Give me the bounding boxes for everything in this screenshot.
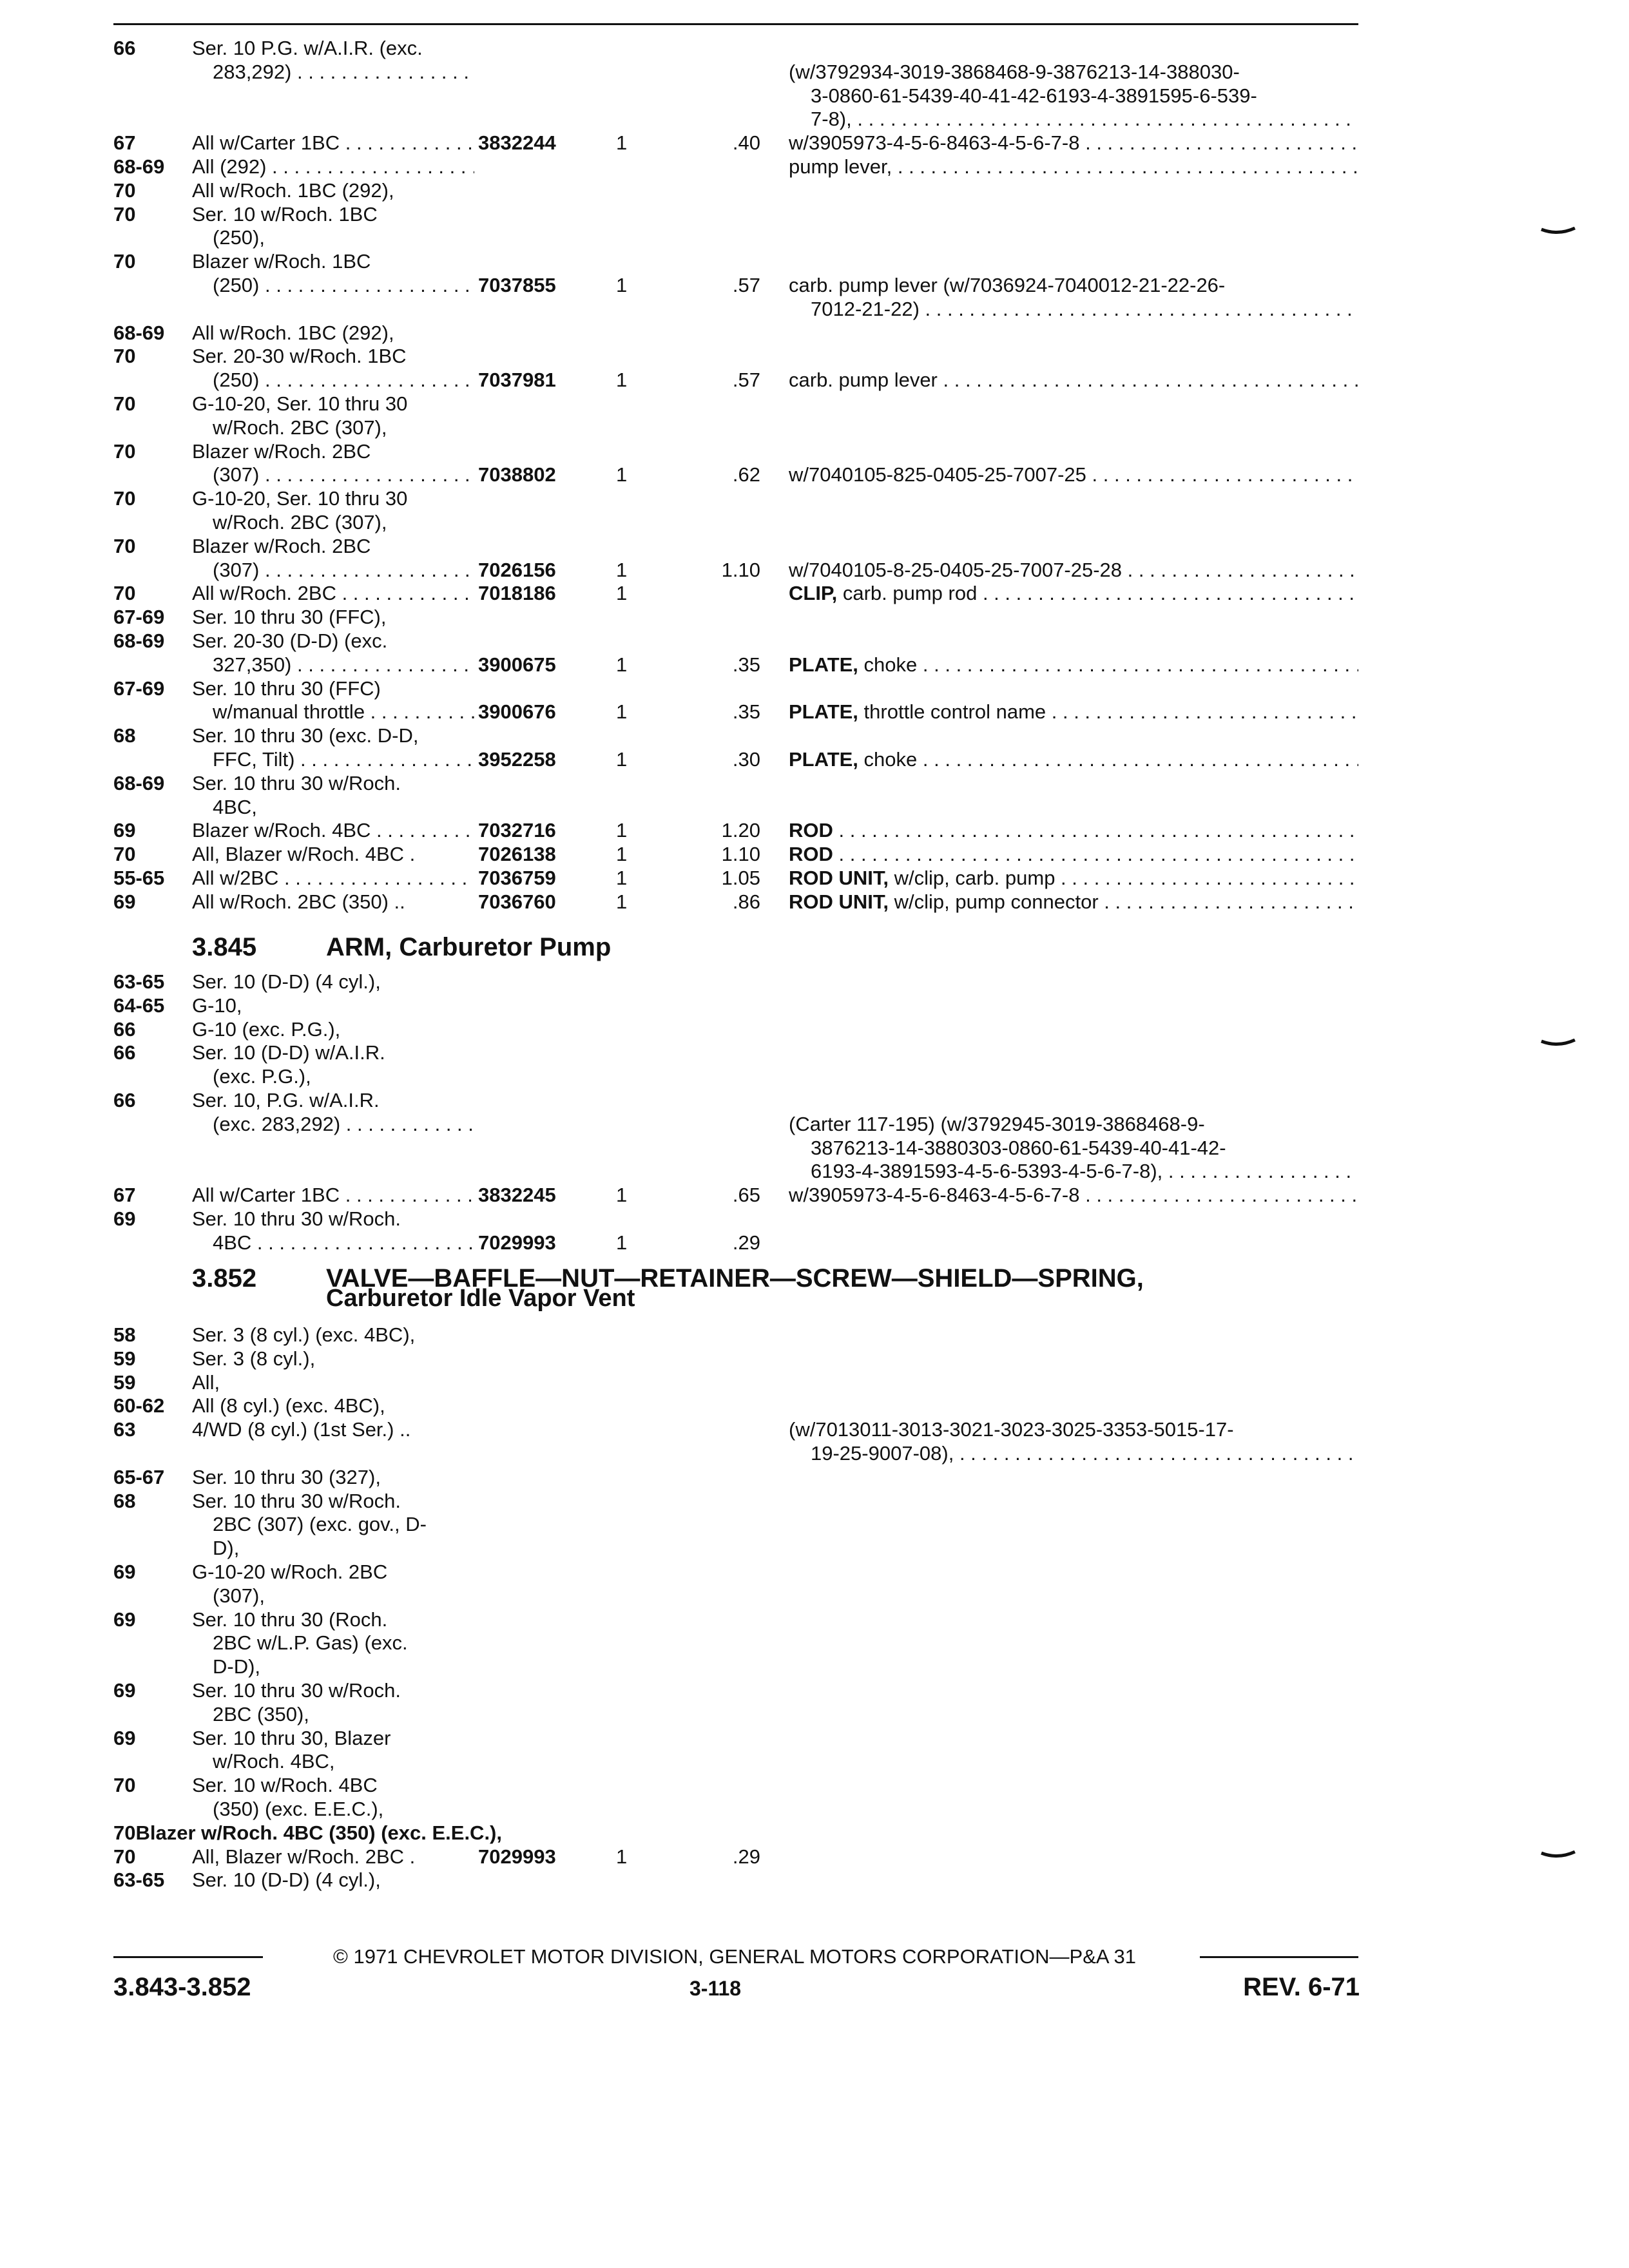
application-description: 283,292) . . . bbox=[213, 60, 474, 84]
model-years: 68-69 bbox=[113, 321, 165, 344]
price: .29 bbox=[732, 1845, 760, 1868]
price: .30 bbox=[732, 748, 760, 771]
application-description: w/Roch. 4BC, bbox=[213, 1750, 335, 1773]
part-detail: choke bbox=[858, 748, 918, 771]
part-detail: 19-25-9007-08), bbox=[811, 1442, 954, 1465]
application-description: 2BC w/L.P. Gas) (exc. bbox=[213, 1631, 408, 1655]
application-description: All, Blazer w/Roch. 4BC . bbox=[192, 843, 416, 866]
part-detail: carb. pump rod bbox=[837, 582, 978, 605]
model-years: 59 bbox=[113, 1370, 136, 1394]
part-description bbox=[789, 368, 1358, 392]
part-description bbox=[789, 747, 1358, 771]
model-years: 63 bbox=[113, 1418, 136, 1441]
table-row bbox=[0, 842, 1629, 866]
part-detail: pump lever, bbox=[789, 155, 892, 178]
footer-rule-right bbox=[1200, 1956, 1358, 1958]
application-description: Ser. 10 w/Roch. 4BC bbox=[192, 1774, 378, 1797]
table-row bbox=[0, 439, 1629, 463]
table-row bbox=[0, 605, 1629, 629]
table-row bbox=[0, 510, 1629, 534]
part-detail: w/3905973-4-5-6-8463-4-5-6-7-8 bbox=[789, 131, 1080, 155]
part-number: 3900676 bbox=[478, 700, 556, 724]
part-detail: w/clip, pump connector bbox=[889, 890, 1099, 913]
table-row bbox=[0, 107, 1629, 131]
table-row bbox=[0, 747, 1629, 771]
application-description: Ser. 10 w/Roch. 1BC bbox=[192, 202, 378, 226]
model-years: 69 bbox=[113, 1207, 136, 1230]
part-description bbox=[789, 1112, 1358, 1136]
application-description: Ser. 10 thru 30 (FFC), bbox=[192, 606, 387, 629]
table-row bbox=[0, 1207, 1629, 1231]
section-number: 3.852 bbox=[192, 1264, 257, 1293]
part-detail: carb. pump lever (w/7036924-7040012-21-22-26- bbox=[789, 274, 1226, 296]
part-description bbox=[789, 581, 1358, 605]
application-description: All w/Roch. 1BC (292), bbox=[192, 321, 394, 344]
part-detail: carb. pump lever bbox=[789, 369, 938, 392]
application-description: Ser. 10 thru 30 (Roch. bbox=[192, 1608, 388, 1631]
part-description bbox=[789, 818, 1358, 842]
application-description: Ser. 10 (D-D) (4 cyl.), bbox=[192, 970, 381, 993]
application-description: All w/2BC . . . bbox=[192, 866, 474, 890]
part-detail: w/7040105-825-0405-25-7007-25 bbox=[789, 463, 1086, 486]
table-row bbox=[0, 1797, 1629, 1821]
application-description: Ser. 10 thru 30 w/Roch. bbox=[192, 1207, 401, 1230]
footer-rule-left bbox=[113, 1956, 263, 1958]
application-description: Blazer w/Roch. 2BC bbox=[192, 534, 371, 557]
table-row bbox=[0, 1159, 1629, 1183]
price: .57 bbox=[732, 274, 760, 296]
quantity: 1 bbox=[616, 369, 628, 392]
application-description: (307) . . . bbox=[213, 558, 474, 582]
application-description: G-10, bbox=[192, 994, 242, 1017]
application-description: Ser. 10 thru 30 w/Roch. bbox=[192, 771, 401, 794]
quantity: 1 bbox=[616, 867, 628, 889]
application-description: All w/Roch. 2BC (350) .. bbox=[192, 890, 405, 913]
part-detail: 6193-4-3891593-4-5-6-5393-4-5-6-7-8), bbox=[811, 1160, 1163, 1183]
table-row bbox=[0, 202, 1629, 226]
table-row bbox=[0, 1536, 1629, 1560]
part-detail: choke bbox=[858, 653, 918, 676]
model-years: 67-69 bbox=[113, 677, 165, 700]
price: .65 bbox=[732, 1184, 760, 1207]
application-description: w/Roch. 2BC (307), bbox=[213, 416, 387, 439]
quantity: 1 bbox=[616, 843, 628, 866]
application-description: (exc. 283,292) . . . bbox=[213, 1112, 474, 1136]
application-description: Ser. 10, P.G. w/A.I.R. bbox=[192, 1089, 380, 1111]
table-row bbox=[0, 771, 1629, 795]
price: .86 bbox=[732, 890, 760, 913]
application-description: Ser. 10 thru 30 (exc. D-D, bbox=[192, 724, 419, 747]
model-years: 70 bbox=[113, 345, 136, 368]
model-years: 63-65 bbox=[113, 970, 165, 993]
table-row bbox=[0, 226, 1629, 249]
table-row bbox=[0, 1347, 1629, 1370]
model-years: 68 bbox=[113, 1489, 136, 1512]
part-number: 7037855 bbox=[478, 274, 556, 296]
application-description: Ser. 10 (D-D) (4 cyl.), bbox=[192, 1869, 381, 1892]
application-description: G-10-20, Ser. 10 thru 30 bbox=[192, 487, 408, 510]
section-title: ARM, Carburetor Pump bbox=[326, 933, 612, 961]
price: .40 bbox=[732, 131, 760, 155]
application-description: (350) (exc. E.E.C.), bbox=[213, 1798, 384, 1820]
table-row bbox=[0, 629, 1629, 653]
application-description: All w/Roch. 1BC (292), bbox=[192, 178, 394, 202]
model-years: 66 bbox=[113, 1017, 136, 1041]
table-row bbox=[0, 1418, 1629, 1441]
part-description bbox=[811, 297, 1358, 321]
table-row bbox=[0, 1465, 1629, 1489]
application-description: All (292) . . . bbox=[192, 155, 474, 178]
table-row bbox=[0, 1726, 1629, 1750]
section-title: VALVE—BAFFLE—NUT—RETAINER—SCREW—SHIELD—SPRING, bbox=[326, 1264, 1144, 1293]
application-description: (250) . . . bbox=[213, 273, 474, 297]
model-years: 67 bbox=[113, 1184, 136, 1207]
model-years: 55-65 bbox=[113, 867, 165, 889]
application-description: Ser. 10 thru 30, Blazer bbox=[192, 1726, 391, 1749]
application-description: Blazer w/Roch. 4BC . . . bbox=[192, 818, 474, 842]
price: .57 bbox=[732, 369, 760, 392]
table-row bbox=[0, 1112, 1629, 1136]
application-description: Blazer w/Roch. 2BC bbox=[192, 439, 371, 463]
price: .29 bbox=[732, 1231, 760, 1254]
application-description: All (8 cyl.) (exc. 4BC), bbox=[192, 1394, 385, 1418]
model-years: 70 bbox=[113, 202, 136, 226]
application-description: Ser. 10 P.G. w/A.I.R. (exc. bbox=[192, 37, 423, 59]
part-name: PLATE, bbox=[789, 653, 858, 676]
table-row bbox=[0, 1821, 1629, 1845]
model-years: 68-69 bbox=[113, 771, 165, 794]
application-description: D-D), bbox=[213, 1655, 261, 1678]
part-description bbox=[789, 155, 1358, 178]
model-years: 70 bbox=[113, 392, 136, 415]
part-detail: 7-8), bbox=[811, 108, 852, 131]
model-years: 59 bbox=[113, 1347, 136, 1370]
application-description: (307), bbox=[213, 1584, 265, 1607]
model-years: 70 bbox=[113, 534, 136, 557]
table-row bbox=[0, 463, 1629, 486]
part-number: 7026156 bbox=[478, 558, 556, 581]
application-description: (250), bbox=[213, 226, 265, 249]
part-number: 7038802 bbox=[478, 463, 556, 486]
table-row bbox=[0, 36, 1629, 60]
part-description bbox=[811, 1159, 1358, 1183]
price: 1.20 bbox=[721, 819, 760, 842]
part-number: 3832245 bbox=[478, 1184, 556, 1207]
quantity: 1 bbox=[616, 131, 628, 155]
table-row bbox=[0, 1560, 1629, 1584]
model-years: 69 bbox=[113, 819, 136, 842]
table-row bbox=[0, 344, 1629, 368]
model-years: 65-67 bbox=[113, 1465, 165, 1488]
footer-section-range: 3.843-3.852 bbox=[113, 1973, 251, 2001]
application-description: All, Blazer w/Roch. 2BC . bbox=[192, 1845, 416, 1868]
section-subtitle: Carburetor Idle Vapor Vent bbox=[326, 1285, 635, 1312]
table-row bbox=[0, 890, 1629, 914]
model-years: 69 bbox=[113, 1561, 136, 1583]
quantity: 1 bbox=[616, 582, 628, 605]
quantity: 1 bbox=[616, 890, 628, 913]
application-description: w/Roch. 2BC (307), bbox=[213, 511, 387, 533]
application-description: Ser. 3 (8 cyl.) (exc. 4BC), bbox=[192, 1323, 416, 1346]
table-row bbox=[0, 653, 1629, 677]
table-row bbox=[0, 1678, 1629, 1702]
part-detail: (w/7013011-3013-3021-3023-3025-3353-5015-17- bbox=[789, 1418, 1234, 1441]
model-years: 67 bbox=[113, 131, 136, 155]
part-name: ROD UNIT, bbox=[789, 867, 889, 889]
table-row bbox=[0, 970, 1629, 994]
model-years: 68-69 bbox=[113, 629, 165, 652]
part-description bbox=[789, 273, 1358, 297]
application-description: (307) . . . bbox=[213, 463, 474, 486]
part-detail: 7012-21-22) bbox=[811, 297, 920, 320]
model-years: 68 bbox=[113, 724, 136, 747]
table-row bbox=[0, 534, 1629, 558]
application-description: All, bbox=[192, 1370, 220, 1394]
part-description bbox=[811, 1441, 1358, 1465]
application-description: Ser. 20-30 (D-D) (exc. bbox=[192, 629, 388, 652]
part-number: 7032716 bbox=[478, 819, 556, 842]
model-years: 67-69 bbox=[113, 606, 165, 629]
part-name: ROD bbox=[789, 819, 833, 842]
price: .35 bbox=[732, 700, 760, 724]
part-description bbox=[789, 463, 1358, 486]
part-number: 7029993 bbox=[478, 1231, 556, 1254]
part-number: 7036760 bbox=[478, 890, 556, 913]
table-row bbox=[0, 131, 1629, 155]
application-description: Ser. 20-30 w/Roch. 1BC bbox=[192, 345, 407, 368]
part-detail: w/7040105-8-25-0405-25-7007-25-28 bbox=[789, 558, 1123, 581]
part-description bbox=[789, 866, 1358, 890]
table-row bbox=[0, 1845, 1629, 1869]
model-years: 64-65 bbox=[113, 994, 165, 1017]
part-description bbox=[789, 700, 1358, 724]
application-description: (250) . . . bbox=[213, 368, 474, 392]
table-row bbox=[0, 795, 1629, 819]
table-row bbox=[0, 581, 1629, 605]
quantity: 1 bbox=[616, 463, 628, 486]
table-row bbox=[0, 84, 1629, 108]
price: .62 bbox=[732, 463, 760, 486]
table-row bbox=[0, 368, 1629, 392]
part-number: 3952258 bbox=[478, 748, 556, 771]
application-description: Ser. 10 thru 30 w/Roch. bbox=[192, 1489, 401, 1512]
price: 1.10 bbox=[721, 843, 760, 866]
table-row bbox=[0, 866, 1629, 890]
price: 1.05 bbox=[721, 867, 760, 889]
table-row bbox=[0, 392, 1629, 416]
part-number: 7037981 bbox=[478, 369, 556, 392]
table-row bbox=[0, 416, 1629, 439]
application-description: All w/Carter 1BC . . . bbox=[192, 1183, 474, 1207]
table-row bbox=[0, 321, 1629, 345]
application-description: Ser. 10 thru 30 (FFC) bbox=[192, 677, 381, 700]
table-row bbox=[0, 1041, 1629, 1064]
part-detail: (Carter 117-195) (w/3792945-3019-3868468-9- bbox=[789, 1112, 1205, 1135]
model-years: 70 bbox=[113, 1845, 136, 1868]
model-years: 66 bbox=[113, 1041, 136, 1064]
table-row bbox=[0, 1631, 1629, 1655]
model-years: 70 bbox=[113, 843, 136, 866]
part-description bbox=[811, 1136, 1358, 1160]
application-description: Blazer w/Roch. 1BC bbox=[192, 250, 371, 273]
application-description: 4/WD (8 cyl.) (1st Ser.) .. bbox=[192, 1418, 411, 1441]
model-years: 69 bbox=[113, 1679, 136, 1702]
part-description bbox=[789, 1183, 1358, 1207]
table-row bbox=[0, 1017, 1629, 1041]
table-row bbox=[0, 1608, 1629, 1631]
table-row bbox=[0, 724, 1629, 747]
table-row bbox=[0, 558, 1629, 582]
application-description: D), bbox=[213, 1537, 240, 1560]
part-detail: w/clip, carb. pump bbox=[889, 867, 1055, 889]
part-description bbox=[789, 890, 1358, 914]
table-row bbox=[0, 1868, 1629, 1892]
part-detail: w/3905973-4-5-6-8463-4-5-6-7-8 bbox=[789, 1184, 1080, 1207]
part-detail: 3876213-14-3880303-0860-61-5439-40-41-42- bbox=[811, 1136, 1226, 1159]
quantity: 1 bbox=[616, 1184, 628, 1207]
model-years: 69 bbox=[113, 890, 136, 913]
table-row bbox=[0, 1655, 1629, 1678]
table-row bbox=[0, 1136, 1629, 1160]
quantity: 1 bbox=[616, 700, 628, 724]
table-row bbox=[0, 297, 1629, 321]
part-name: ROD UNIT, bbox=[789, 890, 889, 913]
part-description bbox=[811, 84, 1358, 108]
quantity: 1 bbox=[616, 274, 628, 296]
quantity: 1 bbox=[616, 653, 628, 676]
part-description bbox=[789, 60, 1358, 84]
part-detail: (w/3792934-3019-3868468-9-3876213-14-388030- bbox=[789, 60, 1240, 83]
part-description bbox=[811, 107, 1358, 131]
table-row bbox=[0, 1489, 1629, 1513]
table-row bbox=[0, 1394, 1629, 1418]
model-years: 70 bbox=[113, 487, 136, 510]
part-number: 7036759 bbox=[478, 867, 556, 889]
table-row bbox=[0, 1323, 1629, 1347]
row-combined-text: 70Blazer w/Roch. 4BC (350) (exc. E.E.C.), bbox=[113, 1821, 502, 1844]
part-name: CLIP, bbox=[789, 582, 838, 605]
application-description: FFC, Tilt) . . . bbox=[213, 747, 474, 771]
model-years: 66 bbox=[113, 37, 136, 59]
table-row bbox=[0, 178, 1629, 202]
table-row bbox=[0, 1064, 1629, 1088]
table-row bbox=[0, 994, 1629, 1017]
application-description: Ser. 10 thru 30 (327), bbox=[192, 1465, 381, 1488]
table-row bbox=[0, 1512, 1629, 1536]
part-number: 3832244 bbox=[478, 131, 556, 155]
model-years: 58 bbox=[113, 1323, 136, 1346]
application-description: 2BC (307) (exc. gov., D- bbox=[213, 1513, 427, 1536]
model-years: 66 bbox=[113, 1089, 136, 1111]
application-description: w/manual throttle . . . bbox=[213, 700, 474, 724]
application-description: 4BC . . . bbox=[213, 1231, 474, 1254]
table-row bbox=[0, 1584, 1629, 1608]
table-row bbox=[0, 1231, 1629, 1254]
footer-page-number: 3-118 bbox=[689, 1977, 742, 2000]
quantity: 1 bbox=[616, 1231, 628, 1254]
model-years: 70 bbox=[113, 250, 136, 273]
application-description: G-10-20 w/Roch. 2BC bbox=[192, 1561, 388, 1583]
part-name: ROD bbox=[789, 843, 833, 866]
application-description: (exc. P.G.), bbox=[213, 1065, 311, 1088]
application-description: 327,350) . . . bbox=[213, 653, 474, 677]
application-description: Ser. 10 (D-D) w/A.I.R. bbox=[192, 1041, 385, 1064]
quantity: 1 bbox=[616, 748, 628, 771]
binding-tick-mark bbox=[1540, 1850, 1576, 1860]
quantity: 1 bbox=[616, 1845, 628, 1868]
table-row bbox=[0, 677, 1629, 700]
application-description: All w/Carter 1BC . . . bbox=[192, 131, 474, 155]
part-number: 7026138 bbox=[478, 843, 556, 866]
table-row bbox=[0, 818, 1629, 842]
model-years: 70 bbox=[113, 582, 136, 605]
binding-tick-mark bbox=[1540, 1039, 1576, 1048]
model-years: 60-62 bbox=[113, 1394, 165, 1418]
quantity: 1 bbox=[616, 558, 628, 581]
part-number: 3900675 bbox=[478, 653, 556, 676]
application-description: 2BC (350), bbox=[213, 1702, 309, 1725]
table-row bbox=[0, 1749, 1629, 1773]
footer-revision: REV. 6-71 bbox=[1243, 1973, 1360, 2001]
model-years: 69 bbox=[113, 1726, 136, 1749]
table-row bbox=[0, 273, 1629, 297]
application-description: Ser. 3 (8 cyl.), bbox=[192, 1347, 316, 1370]
application-description: G-10-20, Ser. 10 thru 30 bbox=[192, 392, 408, 415]
part-number: 7018186 bbox=[478, 582, 556, 605]
price: .35 bbox=[732, 653, 760, 676]
part-description bbox=[789, 653, 1358, 677]
table-row bbox=[0, 700, 1629, 724]
table-row bbox=[0, 249, 1629, 273]
part-description bbox=[789, 842, 1358, 866]
part-name: PLATE, bbox=[789, 748, 858, 771]
application-description: G-10 (exc. P.G.), bbox=[192, 1017, 341, 1041]
part-detail: throttle control name bbox=[858, 700, 1046, 724]
table-row bbox=[0, 155, 1629, 178]
application-description: 4BC, bbox=[213, 795, 257, 818]
footer-copyright: © 1971 CHEVROLET MOTOR DIVISION, GENERAL MOTORS CORPORATION—P&A 31 bbox=[333, 1945, 1136, 1968]
table-row bbox=[0, 1773, 1629, 1797]
part-description bbox=[789, 1418, 1358, 1441]
model-years: 69 bbox=[113, 1608, 136, 1631]
model-years: 63-65 bbox=[113, 1869, 165, 1892]
table-row bbox=[0, 1702, 1629, 1726]
part-description bbox=[789, 131, 1358, 155]
price: 1.10 bbox=[721, 558, 760, 581]
quantity: 1 bbox=[616, 819, 628, 842]
part-name: PLATE, bbox=[789, 700, 858, 724]
application-description: Ser. 10 thru 30 w/Roch. bbox=[192, 1679, 401, 1702]
binding-tick-mark bbox=[1540, 227, 1576, 236]
model-years: 70 bbox=[113, 1774, 136, 1797]
table-row bbox=[0, 1370, 1629, 1394]
top-rule bbox=[113, 23, 1358, 25]
model-years: 70 bbox=[113, 439, 136, 463]
table-row bbox=[0, 1183, 1629, 1207]
table-row bbox=[0, 486, 1629, 510]
table-row bbox=[0, 1441, 1629, 1465]
table-row bbox=[0, 1088, 1629, 1112]
table-row bbox=[0, 60, 1629, 84]
section-number: 3.845 bbox=[192, 933, 257, 961]
model-years: 70 bbox=[113, 178, 136, 202]
model-years: 68-69 bbox=[113, 155, 165, 178]
part-number: 7029993 bbox=[478, 1845, 556, 1868]
part-detail: 3-0860-61-5439-40-41-42-6193-4-3891595-6-539- bbox=[811, 84, 1257, 107]
application-description: All w/Roch. 2BC . . . bbox=[192, 581, 474, 605]
part-description bbox=[789, 558, 1358, 582]
